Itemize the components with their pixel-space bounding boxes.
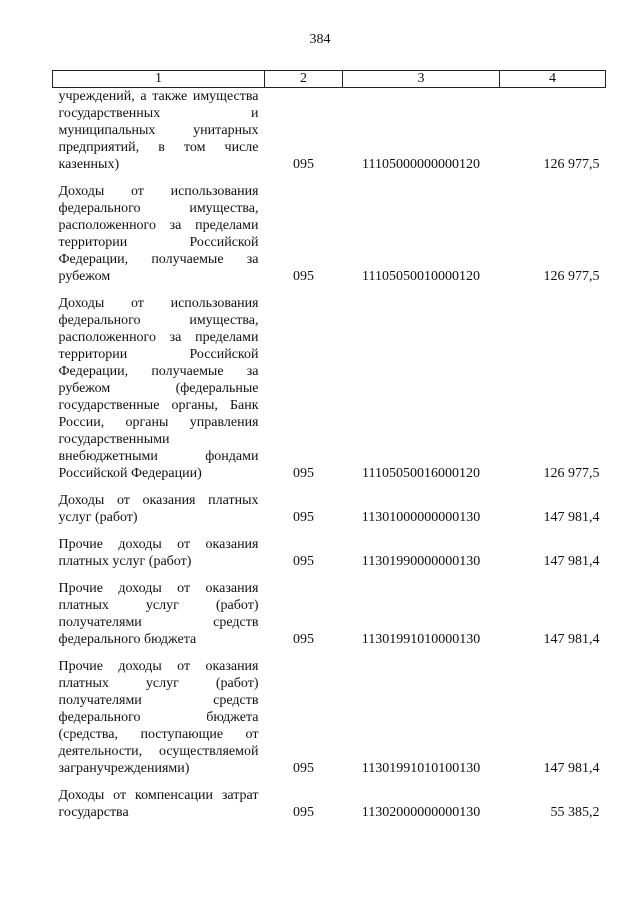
row-amount: 126 977,5	[543, 269, 600, 284]
row-admin-code: 095	[293, 554, 314, 569]
row-budget-code: 11105050010000120	[362, 269, 480, 284]
table-row	[53, 492, 606, 536]
header-col-4: 4	[500, 71, 606, 88]
header-col-3: 3	[343, 71, 500, 88]
table-row	[53, 580, 606, 658]
row-description: Прочие доходы от оказания платных услуг (работ)	[58, 537, 259, 569]
row-description: Доходы от оказания платных услуг (работ)	[58, 493, 259, 525]
row-budget-code: 11105000000000120	[362, 157, 480, 172]
header-row	[53, 71, 606, 88]
budget-table	[52, 70, 606, 831]
row-amount: 147 981,4	[543, 554, 600, 569]
row-description: Доходы от компенсации затрат государства	[58, 788, 259, 820]
page-number: 384	[309, 32, 331, 47]
row-budget-code: 11302000000000130	[361, 805, 481, 820]
row-description: Прочие доходы от оказания платных услуг (работ) получателями средств федерального бюджета	[58, 581, 259, 647]
row-amount: 147 981,4	[543, 632, 600, 647]
row-admin-code: 095	[293, 805, 314, 820]
row-admin-code: 095	[293, 761, 314, 776]
row-amount: 126 977,5	[543, 466, 600, 481]
row-budget-code: 11301991010000130	[361, 632, 481, 647]
row-admin-code: 095	[293, 269, 314, 284]
row-amount: 126 977,5	[543, 157, 600, 172]
row-budget-code: 11301990000000130	[361, 554, 481, 569]
table-row	[53, 183, 606, 295]
row-amount: 55 385,2	[550, 805, 600, 820]
row-description: учреждений, а также имущества государственных и муниципальных унитарных предприятий, в том числе казенных)	[58, 89, 259, 172]
table-row	[53, 88, 606, 184]
row-description: Прочие доходы от оказания платных услуг (работ) получателями средств федерального бюджета (средства, поступающие от деятельности, осуществляемой загранучреждениями)	[58, 659, 259, 776]
row-admin-code: 095	[293, 510, 314, 525]
row-admin-code: 095	[293, 632, 314, 647]
header-col-2: 2	[265, 71, 343, 88]
row-amount: 147 981,4	[543, 761, 600, 776]
row-admin-code: 095	[293, 466, 314, 481]
row-budget-code: 11301000000000130	[361, 510, 481, 525]
table-row	[53, 658, 606, 787]
row-budget-code: 11105050016000120	[362, 466, 480, 481]
header-col-1: 1	[53, 71, 265, 88]
row-budget-code: 11301991010100130	[361, 761, 481, 776]
table-row	[53, 295, 606, 492]
table-row	[53, 536, 606, 580]
row-admin-code: 095	[293, 157, 314, 172]
row-description: Доходы от использования федерального имущества, расположенного за пределами территории Российской Федерации, получаемые за рубежом	[58, 184, 259, 284]
row-description: Доходы от использования федерального имущества, расположенного за пределами территории Российской Федерации, получаемые за рубежом (федеральные государственные органы, Банк России, органы управления государственными внебюджетными фондами Российской Федерации)	[58, 296, 259, 481]
row-amount: 147 981,4	[543, 510, 600, 525]
table-row	[53, 787, 606, 831]
